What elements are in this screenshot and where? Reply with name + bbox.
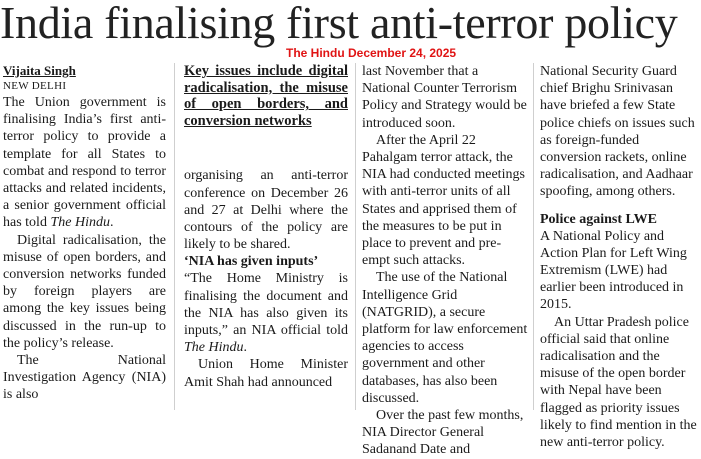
article-column-3 — [362, 63, 528, 459]
paragraph: National Security Guard chief Brighu Srinivasan have briefed a few State police chiefs on issues such as foreign-funded conversion rackets, online radicalisation, and Aadhaar spoofing, among others. — [540, 64, 695, 200]
paragraph: organising an anti-terror conference on December 26 and 27 at Delhi where the contours of the policy are likely to be shared. — [184, 168, 348, 253]
paragraph: The use of the National Intelligence Grid (NATGRID), a secure platform for law enforcement agencies to access government and other databases, has also been discussed. — [362, 270, 528, 406]
paragraph: The Union government is finalising India’s first anti-terror policy to provide a template for all States to combat and respond to terror attacks and related incidents, a senior government official has told The Hindu. — [3, 95, 166, 231]
paragraph: Union Home Minister Amit Shah had announced — [184, 357, 348, 390]
headline: India finalising first anti-terror policy — [0, 0, 678, 48]
paragraph: Digital radicalisation, the misuse of open borders, and conversion networks funded by foreign players are among the key issues being discussed in the run-up to the policy’s release. — [3, 232, 166, 351]
paragraph: An Uttar Pradesh police official said that online radicalisation and the misuse of the open border with Nepal have been flagged as priority issues likely to find mention in the new anti-terror policy. — [540, 314, 697, 451]
paragraph: The National Investigation Agency (NIA) is also — [3, 353, 166, 403]
pull-quote-spacer — [184, 129, 348, 167]
dateline: NEW DELHI — [3, 80, 67, 92]
byline[interactable]: Vijaita Singh — [3, 63, 76, 78]
paragraph: last November that a National Counter Terrorism Policy and Strategy would be introduced soon. — [362, 64, 527, 131]
source-line: The Hindu December 24, 2025 — [286, 46, 457, 60]
subhead-lwe: Police against LWE — [540, 211, 657, 227]
pull-quote: Key issues include digital radicalisation, the misuse of open borders, and conversion networks — [184, 63, 348, 129]
article-column-4 — [540, 63, 699, 451]
paragraph: “The Home Ministry is finalising the document and the NIA has also given its inputs,” an NIA official told The Hindu. — [184, 271, 348, 356]
column-divider — [174, 63, 175, 410]
paragraph: A National Policy and Action Plan for Left Wing Extremism (LWE) had earlier been introduced in 2015. — [540, 228, 687, 313]
paragraph: After the April 22 Pahalgam terror attack, the NIA had conducted meetings with anti-terror units of all States and apprised them of the measures to be put in place to prevent and pre-empt such attacks. — [362, 132, 525, 269]
article-column-1 — [3, 63, 166, 404]
article-column-2 — [184, 63, 348, 391]
column-divider — [355, 63, 356, 410]
subhead-nia: ‘NIA has given inputs’ — [184, 254, 319, 270]
paragraph: Over the past few months, NIA Director General Sadanand Date and — [362, 408, 524, 458]
column-divider — [533, 63, 534, 410]
